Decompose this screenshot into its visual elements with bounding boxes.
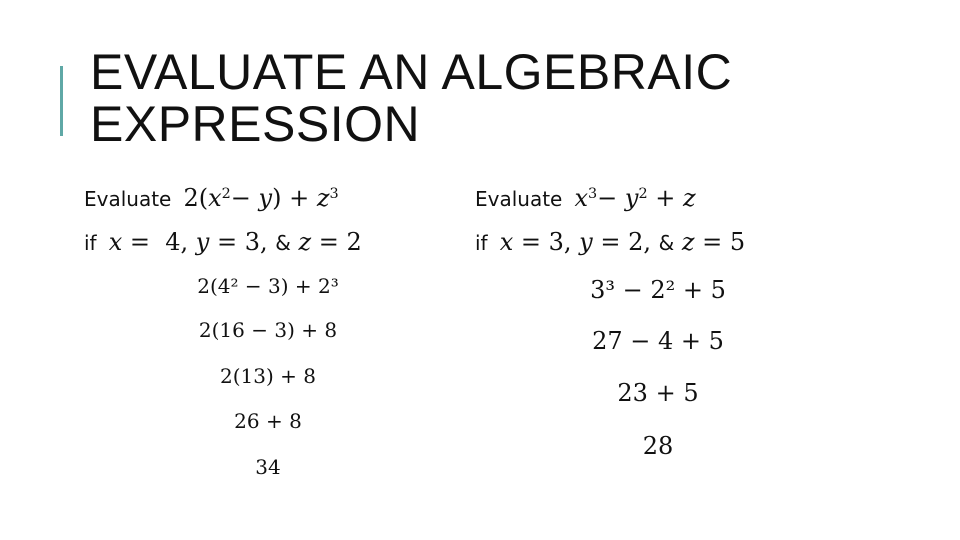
left-step-3: 2(13) + 8 — [220, 364, 316, 388]
right-if-line — [475, 228, 745, 256]
left-if-label: if — [84, 231, 97, 255]
right-evaluate-label: Evaluate — [475, 187, 563, 211]
left-step-5: 34 — [255, 455, 281, 479]
right-step-1: 3³ − 2² + 5 — [590, 276, 726, 304]
slide-title-line-1: EVALUATE AN ALGEBRAIC — [90, 44, 733, 100]
right-expression: $x^3- y^2 + z$ — [574, 184, 696, 212]
left-step-1: 2(4² − 3) + 2³ — [197, 274, 339, 298]
left-evaluate-label: Evaluate — [84, 187, 172, 211]
right-assignments: x = 3, y = 2, & z = 5 — [499, 228, 746, 256]
left-if-line — [84, 228, 362, 256]
right-step-2: 27 − 4 + 5 — [592, 327, 724, 355]
left-evaluate-line — [84, 184, 339, 212]
right-step-4: 28 — [642, 432, 674, 460]
slide-title — [90, 46, 732, 150]
left-step-4: 26 + 8 — [234, 409, 302, 433]
left-assignments: x = 4, y = 3, & z = 2 — [108, 228, 362, 256]
left-expression: $2(x^2- y) + z^3$ — [175, 184, 339, 212]
left-step-2: 2(16 − 3) + 8 — [198, 318, 338, 342]
left-amp: & — [275, 231, 291, 255]
right-amp: & — [658, 231, 675, 255]
slide-title-line-2: EXPRESSION — [90, 96, 421, 152]
title-accent-bar — [60, 66, 63, 136]
right-if-label: if — [475, 231, 488, 255]
right-evaluate-line — [475, 184, 696, 212]
right-step-3: 23 + 5 — [617, 379, 699, 407]
